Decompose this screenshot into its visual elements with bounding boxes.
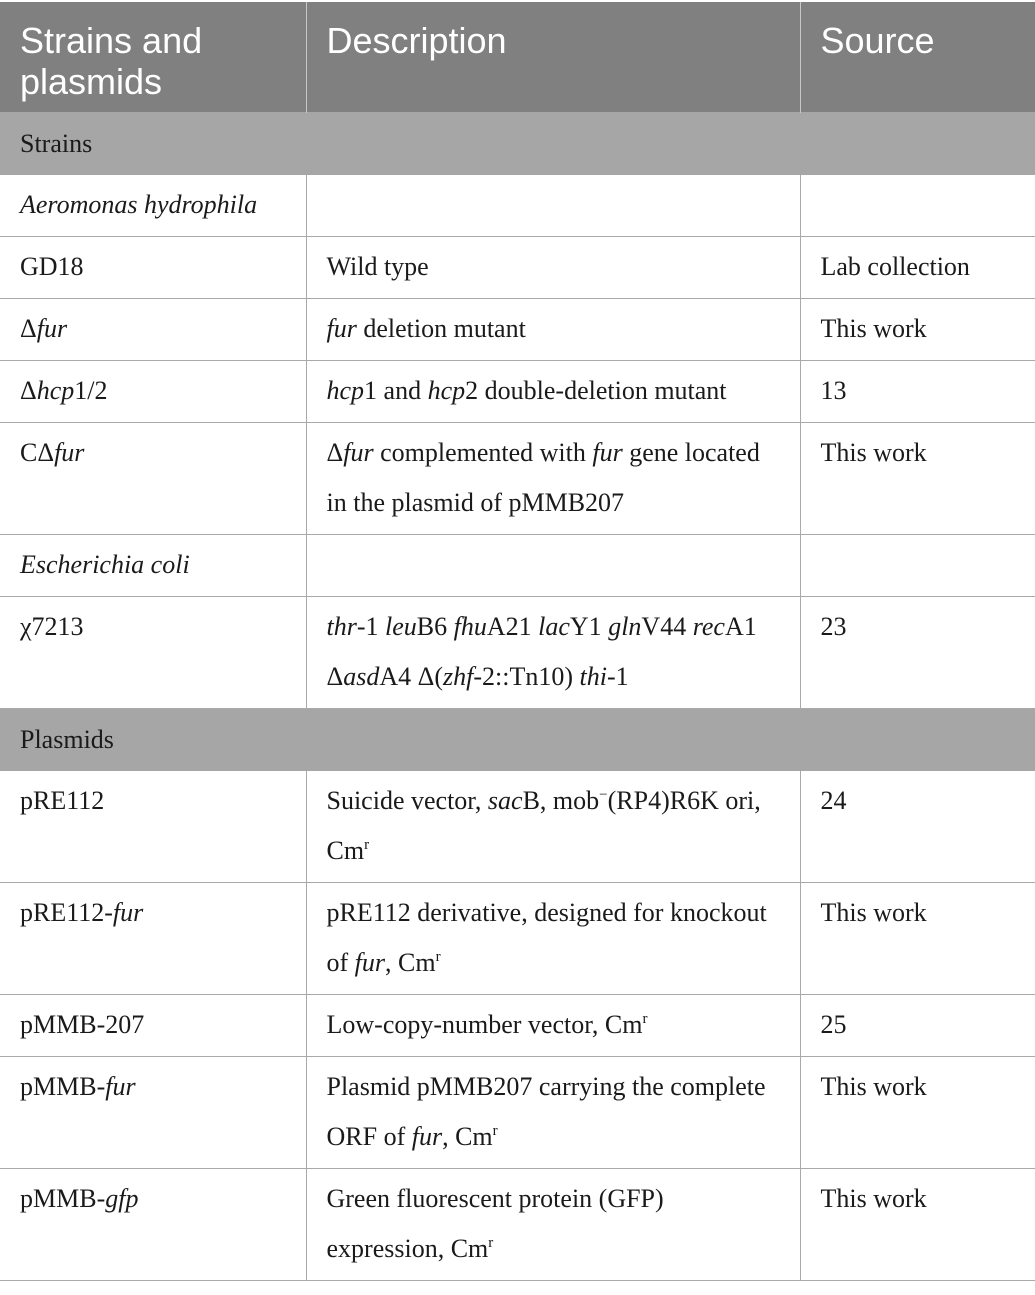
strain-name: Escherichia coli — [0, 535, 306, 597]
strain-name: χ7213 — [0, 597, 306, 709]
table-row — [0, 1057, 1035, 1169]
section-row-strains — [0, 113, 1035, 175]
description: Green fluorescent protein (GFP) expression, Cm$^r$ — [306, 1169, 800, 1281]
header-description: Description — [306, 2, 800, 113]
strain-name: Δfur — [0, 299, 306, 361]
section-row-plasmids — [0, 709, 1035, 771]
header-source: Source — [800, 2, 1035, 113]
table-row — [0, 1169, 1035, 1281]
strain-name: GD18 — [0, 237, 306, 299]
plasmid-name: pMMB-gfp — [0, 1169, 306, 1281]
strain-name: Aeromonas hydrophila — [0, 175, 306, 237]
source: This work — [800, 1169, 1035, 1281]
table-row — [0, 995, 1035, 1057]
strain-name: Δhcp1/2 — [0, 361, 306, 423]
plasmid-name: pRE112 — [0, 771, 306, 883]
source: Lab collection — [800, 237, 1035, 299]
strains-plasmids-table — [0, 2, 1035, 1281]
source: 24 — [800, 771, 1035, 883]
table-row — [0, 175, 1035, 237]
description — [306, 175, 800, 237]
source: This work — [800, 299, 1035, 361]
plasmid-name: pMMB-207 — [0, 995, 306, 1057]
table-row — [0, 771, 1035, 883]
header-row — [0, 2, 1035, 113]
plasmid-name: pMMB-fur — [0, 1057, 306, 1169]
source — [800, 535, 1035, 597]
description: Plasmid pMMB207 carrying the complete ORF of fur, Cm$^r$ — [306, 1057, 800, 1169]
section-label: Plasmids — [0, 709, 1035, 771]
plasmid-name: pRE112-fur — [0, 883, 306, 995]
description: thr-1 leuB6 fhuA21 lacY1 glnV44 recA1 ΔasdA4 Δ(zhf-2::Tn10) thi-1 — [306, 597, 800, 709]
table-row — [0, 361, 1035, 423]
description: fur deletion mutant — [306, 299, 800, 361]
section-label: Strains — [0, 113, 1035, 175]
table-row — [0, 299, 1035, 361]
source: 25 — [800, 995, 1035, 1057]
source: This work — [800, 423, 1035, 535]
table-row — [0, 535, 1035, 597]
table-row — [0, 423, 1035, 535]
source: 23 — [800, 597, 1035, 709]
table-row — [0, 237, 1035, 299]
description: pRE112 derivative, designed for knockout of fur, Cm$^r$ — [306, 883, 800, 995]
source: 13 — [800, 361, 1035, 423]
source — [800, 175, 1035, 237]
description: Wild type — [306, 237, 800, 299]
table-row — [0, 883, 1035, 995]
table-row — [0, 597, 1035, 709]
description: Low-copy-number vector, Cm$^r$ — [306, 995, 800, 1057]
source: This work — [800, 1057, 1035, 1169]
description: hcp1 and hcp2 double-deletion mutant — [306, 361, 800, 423]
header-strains-plasmids: Strains and plasmids — [0, 2, 306, 113]
description — [306, 535, 800, 597]
description: Suicide vector, sacB, mob−(RP4)R6K ori, Cm$^r$ — [306, 771, 800, 883]
source: This work — [800, 883, 1035, 995]
strain-name: CΔfur — [0, 423, 306, 535]
description: Δfur complemented with fur gene located in the plasmid of pMMB207 — [306, 423, 800, 535]
